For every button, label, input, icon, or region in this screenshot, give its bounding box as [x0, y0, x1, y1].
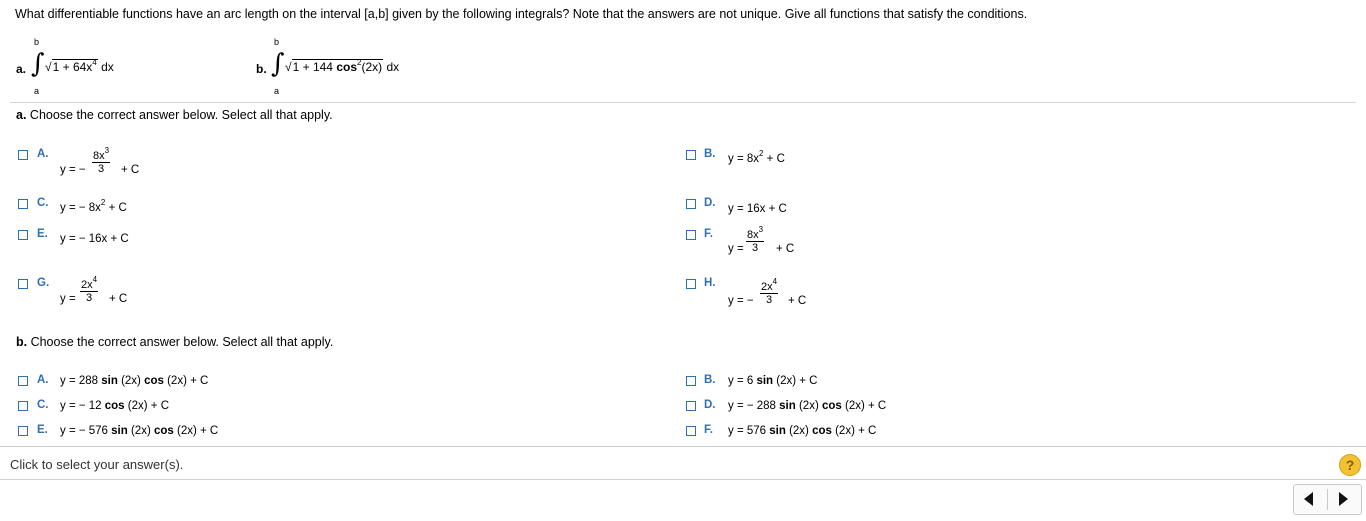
checkbox[interactable] [18, 199, 28, 209]
fraction: $\frac{8x^3}{3}$ [747, 225, 764, 254]
integral-b-lower: a [274, 86, 280, 96]
next-arrow-icon[interactable] [1339, 492, 1348, 506]
status-text: Click to select your answer(s). [10, 457, 184, 472]
checkbox[interactable] [18, 401, 28, 411]
integral-b-label: b. [256, 62, 267, 76]
part-a-prompt: a. Choose the correct answer below. Select all that apply. [16, 108, 333, 122]
footer-divider [0, 446, 1366, 447]
checkbox[interactable] [18, 426, 28, 436]
nav-divider [1327, 489, 1328, 510]
integral-b-sign: ∫ [271, 49, 285, 79]
checkbox[interactable] [686, 150, 696, 160]
checkbox[interactable] [686, 426, 696, 436]
help-icon[interactable]: ? [1339, 454, 1361, 476]
checkbox[interactable] [686, 376, 696, 386]
question-navigation [1293, 484, 1362, 515]
integral-b-upper: b [274, 37, 280, 47]
previous-arrow-icon[interactable] [1304, 492, 1313, 506]
checkbox[interactable] [686, 199, 696, 209]
part-b-prompt: b. Choose the correct answer below. Select all that apply. [16, 335, 334, 349]
checkbox[interactable] [18, 230, 28, 240]
checkbox[interactable] [18, 279, 28, 289]
integral-a-label: a. [16, 62, 27, 76]
checkbox[interactable] [686, 230, 696, 240]
fraction: $\frac{2x^4}{3}$ [81, 275, 98, 304]
fraction: $\frac{2x^4}{3}$ [761, 277, 778, 306]
integral-a-upper: b [34, 37, 40, 47]
integral-a-lower: a [34, 86, 40, 96]
integral-b-expression: √1 + 144 $\cos^2(2x)$ dx [285, 58, 400, 74]
fraction: $\frac{8x^3}{3}$ [93, 146, 110, 175]
integral-a-sign: ∫ [31, 49, 45, 79]
integral-a-expression: $√1 + 64x^4$ dx [45, 58, 114, 74]
separator [10, 102, 1356, 103]
footer-divider-2 [0, 479, 1366, 480]
checkbox[interactable] [686, 401, 696, 411]
checkbox[interactable] [18, 376, 28, 386]
question-text: What differentiable functions have an arc length on the interval [a,b] given by the following integrals? Note that the answers are not unique. Give all functions that satisfy the conditions. [15, 7, 1028, 21]
checkbox[interactable] [686, 279, 696, 289]
checkbox[interactable] [18, 150, 28, 160]
